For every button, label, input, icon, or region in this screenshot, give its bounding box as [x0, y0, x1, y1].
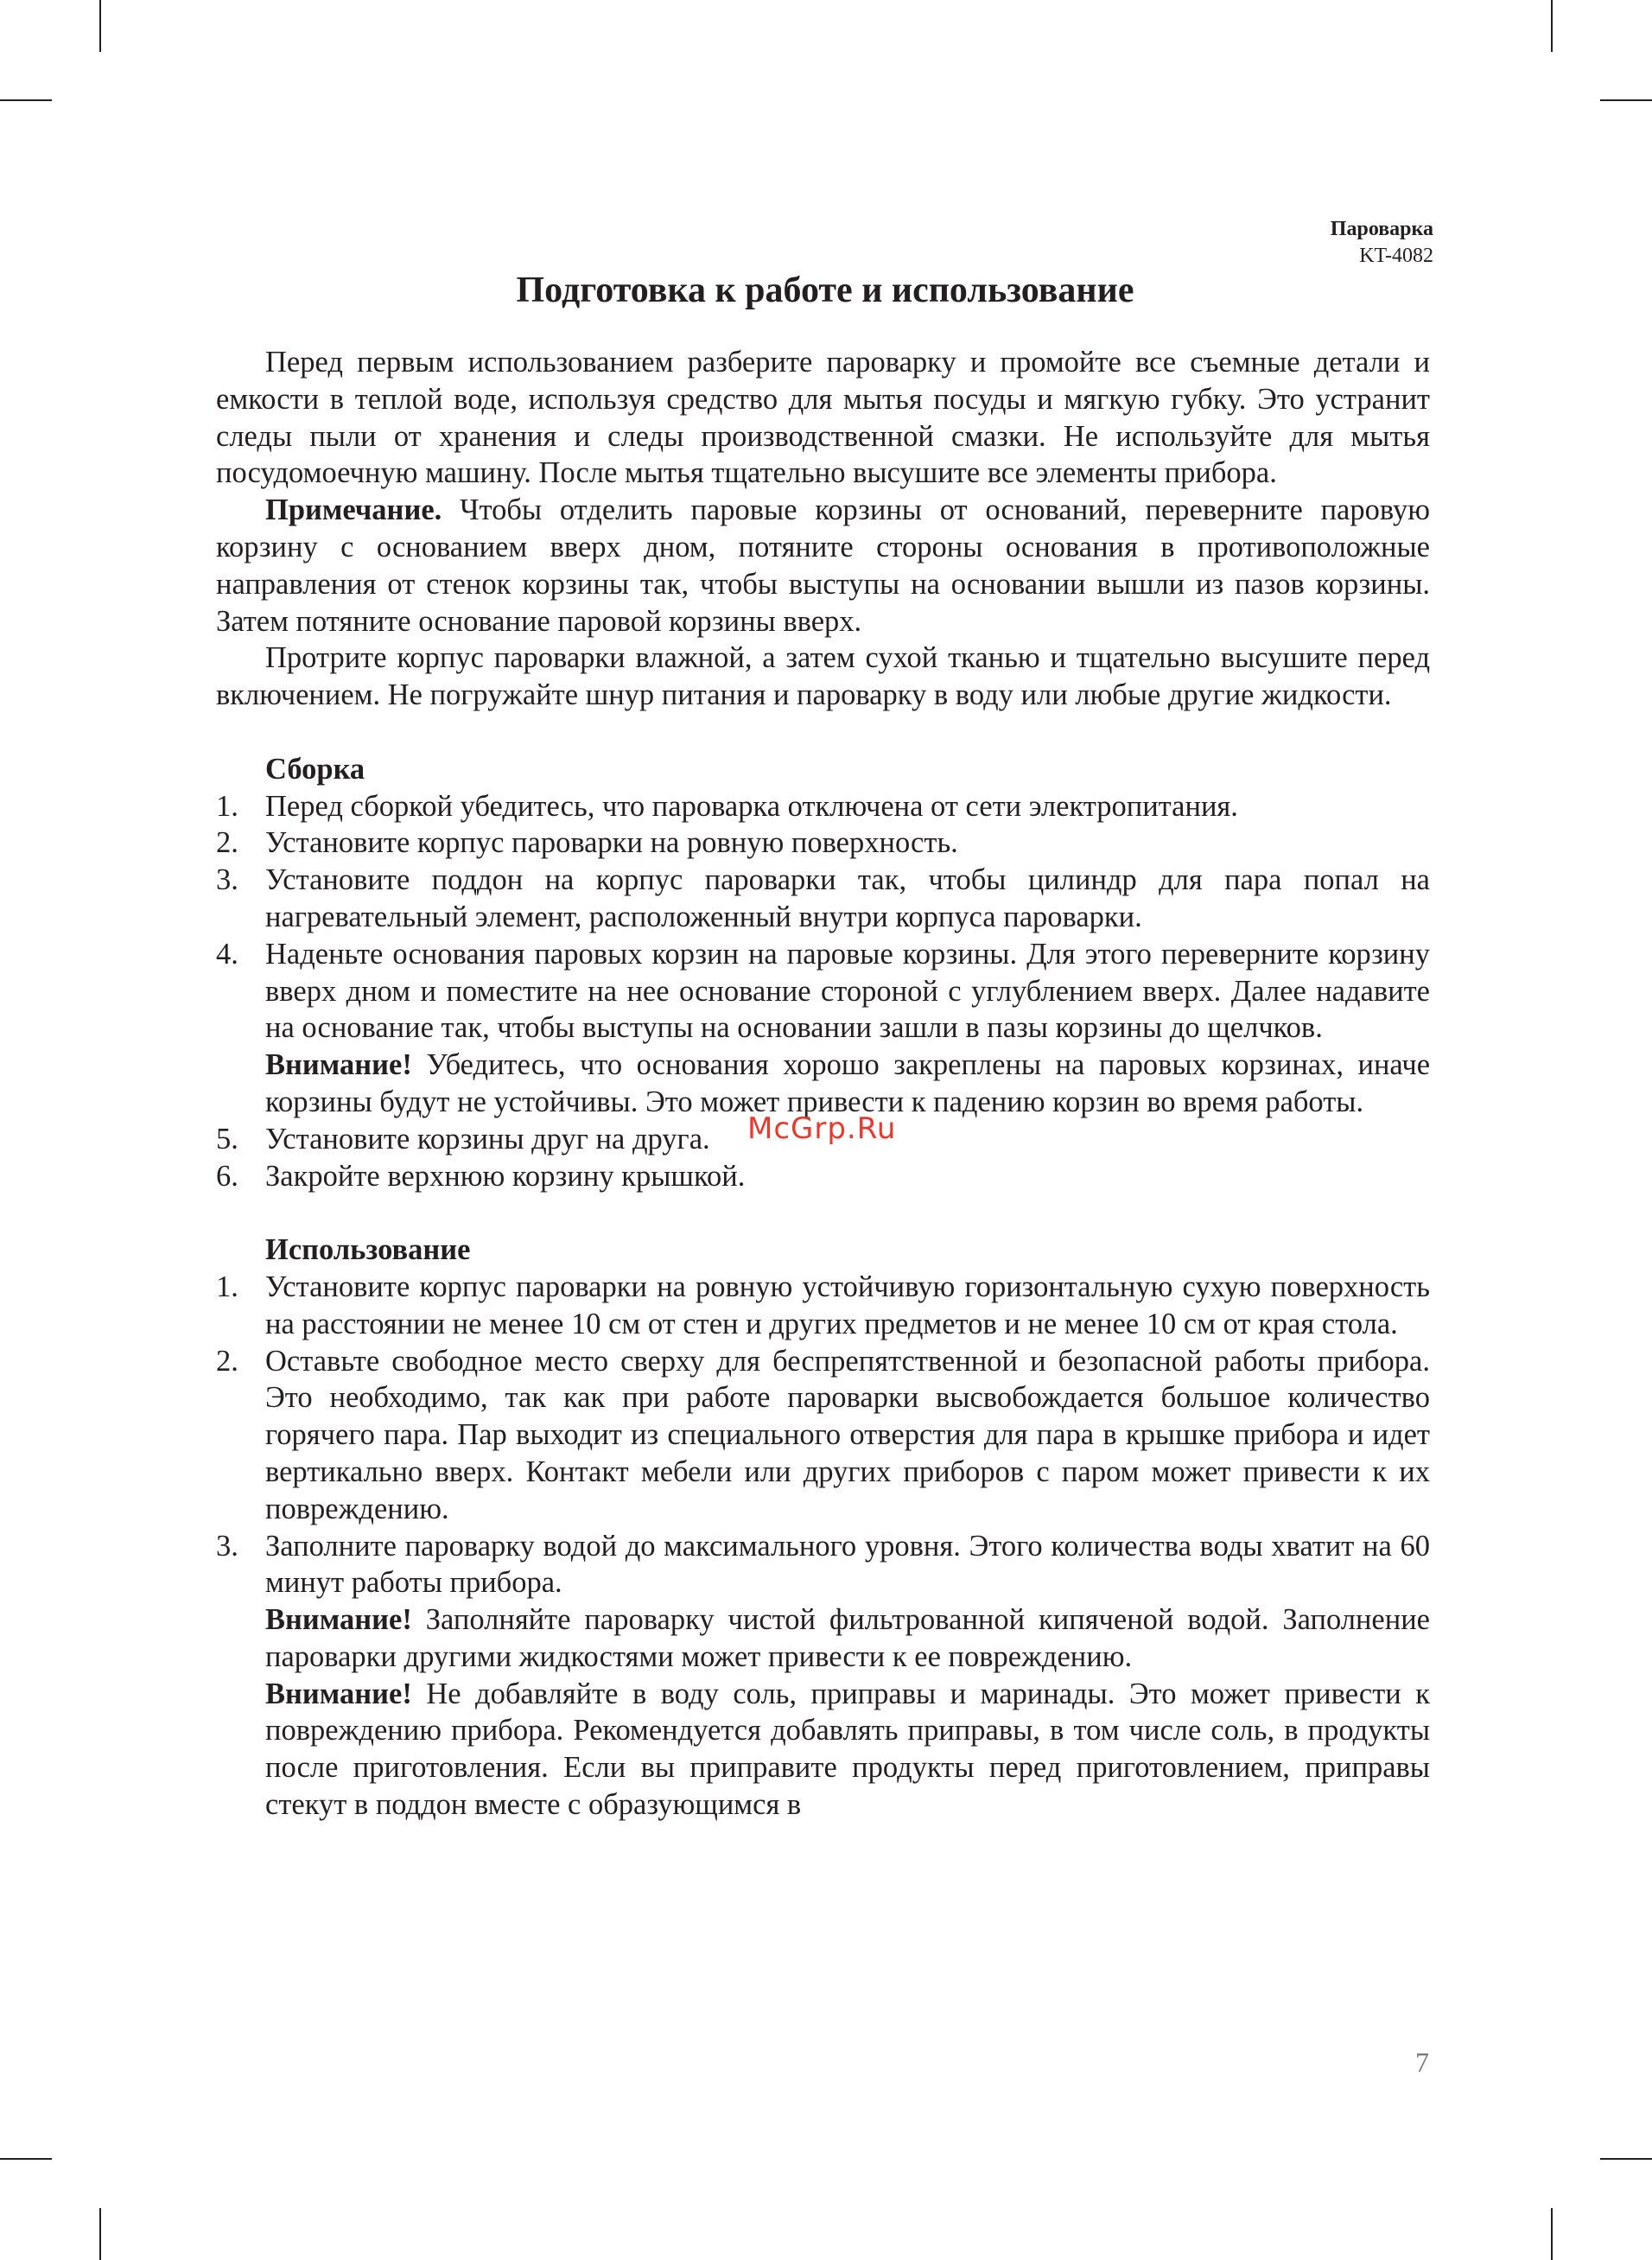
usage-steps	[216, 1269, 1430, 1824]
crop-mark	[99, 2208, 101, 2260]
header-product-name: Пароварка	[1330, 218, 1433, 240]
list-item: 6. Закройте верхнюю корзину крышкой.	[216, 1159, 746, 1193]
page-title: Подготовка к работе и использование	[516, 271, 1134, 310]
warning-label: Внимание!	[265, 1603, 412, 1637]
header-model: KT-4082	[1359, 245, 1433, 267]
crop-mark	[1551, 2208, 1553, 2260]
crop-mark	[0, 2158, 52, 2160]
list-item: 1. Перед сборкой убедитесь, что пароварка отключена от сети электропитания.	[216, 789, 1238, 823]
list-item: 5. Установите корзины друг на друга.	[216, 1122, 710, 1155]
intro-paragraph: Перед первым использованием разберите пароварку и промойте все съемные детали и емкости в теплой воде, используя средство для мытья посуды и мягкую губку. Это устранит следы пыли от хранения и следы производственной смазки. Не используйте для мытья посудомоечную машину. После мытья тщательно высушите все элементы прибора.	[216, 346, 1430, 490]
list-item: 2. Установите корпус пароварки на ровную поверхность.	[216, 826, 958, 860]
crop-mark	[1600, 2158, 1652, 2160]
list-item: 4. Наденьте основания паровых корзин на паровые корзины. Для этого переверните корзину вверх дном и поместите на нее основание стороной с углублением вверх. Далее надавите на основание так, чтобы выступы на основании зашли в пазы корзины до щелчков. Внимание! Убедитесь, что основания хорошо закреплены на паровых корзинах, иначе корзины будут не устойчивы. Это может привести к падению корзин во время работы.	[216, 936, 1430, 1121]
document-body	[216, 344, 1430, 1824]
intro-paragraph: Протрите корпус пароварки влажной, а затем сухой тканью и тщательно высушите перед включением. Не погружайте шнур питания и пароварку в воду или любые другие жидкости.	[216, 641, 1430, 712]
crop-mark	[0, 99, 52, 101]
watermark: McGrp.Ru	[747, 1111, 897, 1146]
warning-note: Внимание! Не добавляйте в воду соль, приправы и маринады. Это может привести к повреждению прибора. Рекомендуется добавлять приправы, в том числе соль, в продукты после приготовления. Если вы приправите продукты перед приготовлением, приправы стекут в поддон вместе с образующимся в	[265, 1677, 1430, 1822]
note-label: Примечание.	[265, 493, 442, 527]
list-item: 1. Установите корпус пароварки на ровную устойчивую горизонтальную сухую поверхность на расстоянии не менее 10 см от стен и других предметов и не менее 10 см от края стола.	[216, 1270, 1430, 1340]
running-header	[1331, 216, 1433, 270]
crop-mark	[99, 0, 101, 52]
note-paragraph: Примечание. Чтобы отделить паровые корзины от оснований, переверните паровую корзину с основанием вверх дном, потяните стороны основания в противоположные направления от стенок корзины так, чтобы выступы на основании вышли из пазов корзины. Затем потяните основание паровой корзины вверх.	[216, 493, 1431, 638]
warning-note: Внимание! Заполняйте пароварку чистой фильтрованной кипяченой водой. Заполнение пароварки другими жидкостями может привести к ее повреждению.	[265, 1603, 1430, 1673]
warning-label: Внимание!	[265, 1677, 412, 1710]
list-item: 3. Установите поддон на корпус пароварки так, чтобы цилиндр для пара попал на нагревательный элемент, расположенный внутри корпуса пароварки.	[216, 863, 1430, 933]
assembly-heading: Сборка	[265, 752, 365, 786]
warning-note: Внимание! Убедитесь, что основания хорошо закреплены на паровых корзинах, иначе корзины будут не устойчивы. Это может привести к падению корзин во время работы.	[265, 1048, 1431, 1118]
warning-label: Внимание!	[265, 1048, 412, 1082]
usage-heading: Использование	[265, 1233, 471, 1267]
page-number: 7	[1415, 2047, 1429, 2078]
crop-mark	[1551, 0, 1553, 52]
crop-mark	[1600, 99, 1652, 101]
list-item: 2. Оставьте свободное место сверху для беспрепятственной и безопасной работы прибора. Это необходимо, так как при работе пароварки высвобождается большое количество горячего пара. Пар выходит из специального отверстия для пара в крышке прибора и идет вертикально вверх. Контакт мебели или других приборов с паром может привести к их повреждению.	[216, 1344, 1430, 1525]
list-item: 3. Заполните пароварку водой до максимального уровня. Этого количества воды хватит на 60 минут работы прибора. Внимание! Заполняйте пароварку чистой фильтрованной кипяченой водой. Заполнение пароварки другими жидкостями может привести к ее повреждению. Внимание! Не добавляйте в воду соль, приправы и маринады. Это может привести к повреждению прибора. Рекомендуется добавлять приправы, в том числе соль, в продукты после приготовления. Если вы приправите продукты перед приготовлением, приправы стекут в поддон вместе с образующимся в	[216, 1528, 1430, 1824]
